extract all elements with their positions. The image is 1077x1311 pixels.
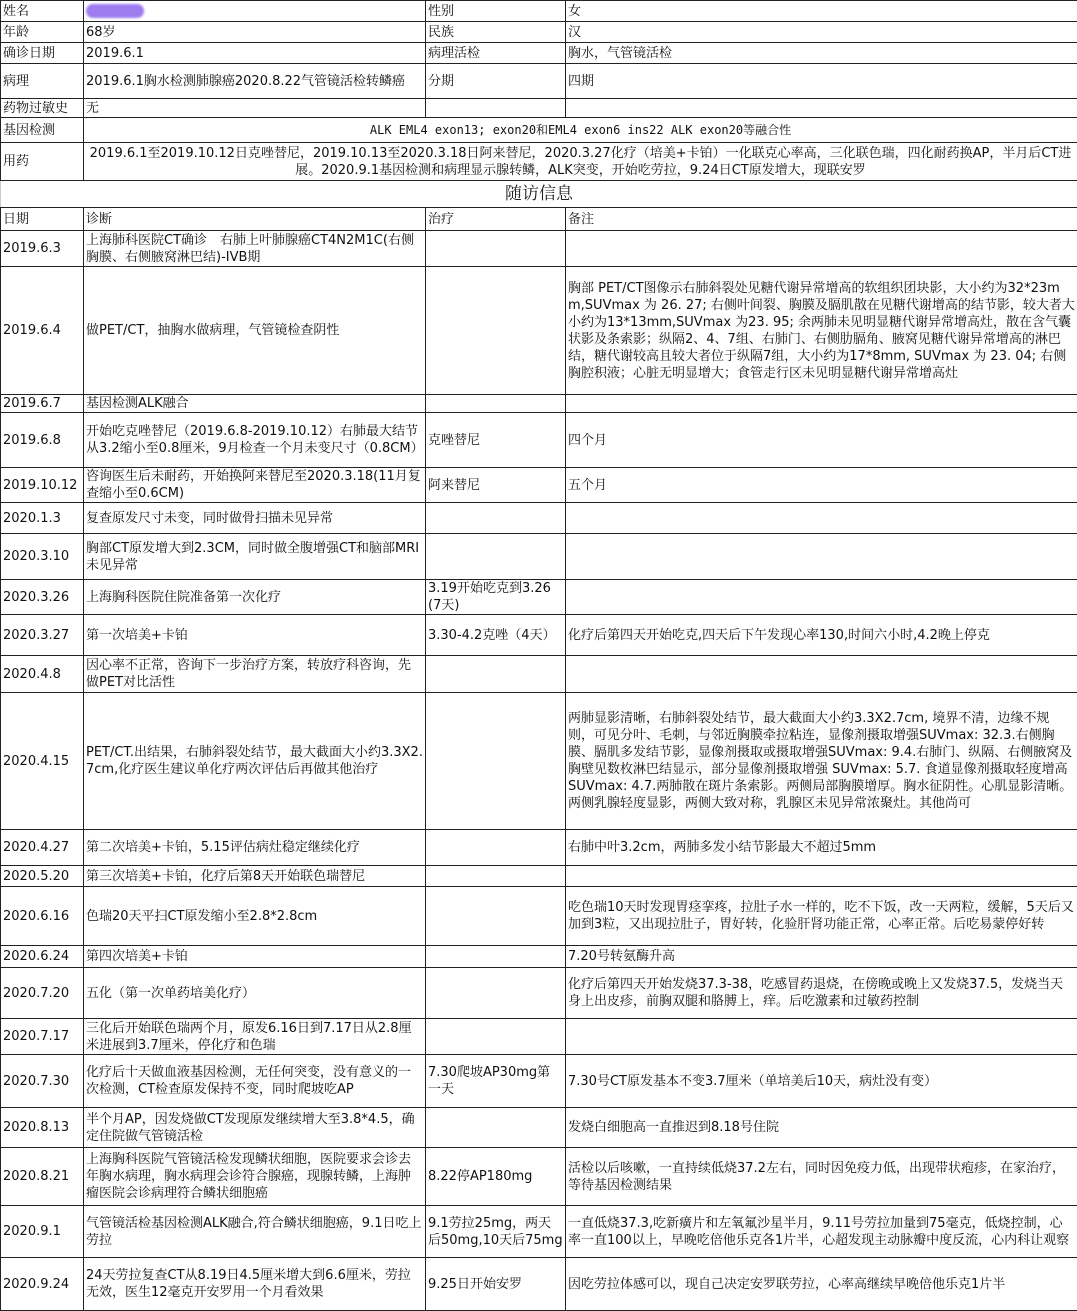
followup-row <box>1 887 1077 946</box>
row-diagnosis: 上海肺科医院CT确诊 右肺上叶肺腺癌CT4N2M1C(右侧胸膜、右侧腋窝淋巴结)-IVB期 <box>84 231 426 267</box>
info-row <box>1 1 1077 22</box>
row-date: 2019.6.8 <box>1 413 84 468</box>
row-date: 2020.5.20 <box>1 866 84 887</box>
info-label: 病理活检 <box>426 43 566 64</box>
row-date: 2019.6.3 <box>1 231 84 267</box>
row-note: 吃色瑞10天时发现胃痉挛疼，拉肚子水一样的，吃不下饭，改一天两粒，缓解，5天后又加到3粒，又出现拉肚子，胃好转，化验肝肾功能正常，心率正常。后吃易蒙停好转 <box>566 887 1077 946</box>
row-date: 2019.6.7 <box>1 395 84 413</box>
info-value: 68岁 <box>84 22 426 43</box>
row-treatment: 3.30-4.2克唑（4天） <box>426 615 566 656</box>
row-note <box>566 866 1077 887</box>
followup-row <box>1 413 1077 468</box>
row-note: 两肺显影清晰，右肺斜裂处结节，最大截面大小约3.3X2.7cm, 境界不清，边缘不规则，可见分叶、毛刺，与邻近胸膜牵拉粘连，显像剂摄取增强SUVmax: 32.3.右侧胸膜、膈肌多发结节影，显像剂摄取或摄取增强SUVmax: 9.4.右肺门、纵隔、右侧腋窝及胸壁见数枚淋巴结显示，部分显像剂摄取增强 SUVmax: 5.7. 食道显像剂摄取轻度增高 SUVmax: 4.7.两肺散在斑片条索影。两侧局部胸膜增厚。胸水征阴性。心肌显影清晰。两侧乳腺轻度显影，两侧大致对称，乳腺区未见异常浓聚灶。其他尚可 <box>566 693 1077 830</box>
followup-row <box>1 615 1077 656</box>
row-treatment <box>426 503 566 534</box>
row-note <box>566 395 1077 413</box>
row-date: 2020.1.3 <box>1 503 84 534</box>
info-label: 民族 <box>426 22 566 43</box>
followup-row <box>1 693 1077 830</box>
info-value: 汉 <box>566 22 1077 43</box>
followup-row <box>1 1258 1077 1311</box>
row-diagnosis: 基因检测ALK融合 <box>84 395 426 413</box>
followup-row <box>1 580 1077 615</box>
row-diagnosis: 上海胸科医院住院准备第一次化疗 <box>84 580 426 615</box>
info-row <box>1 99 1077 118</box>
gene-test-row <box>1 118 1077 143</box>
row-treatment: 8.22停AP180mg <box>426 1148 566 1206</box>
header-date: 日期 <box>1 208 84 231</box>
row-treatment <box>426 866 566 887</box>
info-label: 分期 <box>426 64 566 99</box>
row-diagnosis: 三化后开始联色瑞两个月，原发6.16日到7.17日从2.8厘米进展到3.7厘米，停化疗和色瑞 <box>84 1019 426 1055</box>
row-treatment <box>426 656 566 693</box>
row-diagnosis: 24天劳拉复查CT从8.19日4.5厘米增大到6.6厘米，劳拉无效，医生12毫克开安罗用一个月看效果 <box>84 1258 426 1311</box>
row-note <box>566 656 1077 693</box>
row-treatment <box>426 968 566 1019</box>
row-date: 2020.3.26 <box>1 580 84 615</box>
info-row <box>1 64 1077 99</box>
followup-row <box>1 968 1077 1019</box>
row-note: 五个月 <box>566 468 1077 503</box>
row-note: 右肺中叶3.2cm，两肺多发小结节影最大不超过5mm <box>566 830 1077 866</box>
gene-test-value: ALK EML4 exon13; exon20和EML4 exon6 ins22 ALK exon20等融合性 <box>84 118 1077 143</box>
row-treatment <box>426 231 566 267</box>
row-treatment <box>426 267 566 395</box>
row-note <box>566 231 1077 267</box>
info-value: 四期 <box>566 64 1077 99</box>
row-diagnosis: 化疗后十天做血液基因检测，无任何突变，没有意义的一次检测，CT检查原发保持不变，同时爬坡吃AP <box>84 1055 426 1108</box>
row-note: 一直低烧37.3,吃新癀片和左氧氟沙星半月，9.11号劳拉加量到75毫克，低烧控制，心率一直100以上，早晚吃倍他乐克各1片半，心超发现主动脉瓣中度反流，心内科让观察 <box>566 1206 1077 1258</box>
row-note: 7.20号转氨酶升高 <box>566 946 1077 968</box>
row-treatment: 9.25日开始安罗 <box>426 1258 566 1311</box>
row-diagnosis: 五化（第一次单药培美化疗） <box>84 968 426 1019</box>
medication-row <box>1 143 1077 181</box>
row-diagnosis: 因心率不正常，咨询下一步治疗方案，转放疗科咨询，先做PET对比活性 <box>84 656 426 693</box>
followup-row <box>1 656 1077 693</box>
header-diagnosis: 诊断 <box>84 208 426 231</box>
row-diagnosis: 第四次培美+卡铂 <box>84 946 426 968</box>
medication-label: 用药 <box>1 143 84 181</box>
followup-header-row <box>1 208 1077 231</box>
row-date: 2020.7.30 <box>1 1055 84 1108</box>
info-label: 性别 <box>426 1 566 22</box>
row-date: 2020.8.13 <box>1 1108 84 1148</box>
followup-row <box>1 231 1077 267</box>
row-date: 2020.4.8 <box>1 656 84 693</box>
info-value <box>566 99 1077 118</box>
row-treatment: 3.19开始吃克到3.26(7天) <box>426 580 566 615</box>
row-note <box>566 503 1077 534</box>
info-value: 无 <box>84 99 426 118</box>
row-note <box>566 534 1077 580</box>
row-treatment <box>426 1108 566 1148</box>
row-treatment <box>426 887 566 946</box>
row-date: 2019.10.12 <box>1 468 84 503</box>
followup-title: 随访信息 <box>1 181 1077 208</box>
row-diagnosis: 做PET/CT，抽胸水做病理，气管镜检查阴性 <box>84 267 426 395</box>
row-treatment: 7.30爬坡AP30mg第一天 <box>426 1055 566 1108</box>
row-diagnosis: 复查原发尺寸未变，同时做骨扫描未见异常 <box>84 503 426 534</box>
medication-value: 2019.6.1至2019.10.12日克唑替尼，2019.10.13至2020.3.18日阿来替尼，2020.3.27化疗（培美+卡铂）一化联克心率高，三化联色瑞，四化耐药换AP，半月后CT进展。2020.9.1基因检测和病理显示腺转鳞，ALK突变，开始吃劳拉，9.24日CT原发增大，现联安罗 <box>84 143 1077 181</box>
row-date: 2020.3.10 <box>1 534 84 580</box>
row-note: 四个月 <box>566 413 1077 468</box>
row-treatment <box>426 395 566 413</box>
followup-row <box>1 534 1077 580</box>
row-date: 2020.4.15 <box>1 693 84 830</box>
row-note <box>566 580 1077 615</box>
row-note: 化疗后第四天开始发烧37.3-38，吃感冒药退烧，在傍晚或晚上又发烧37.5，发烧当天身上出皮疹，前胸双腿和胳膊上，痒。后吃激素和过敏药控制 <box>566 968 1077 1019</box>
followup-row <box>1 1019 1077 1055</box>
info-label <box>426 99 566 118</box>
row-diagnosis: 上海胸科医院气管镜活检发现鳞状细胞，医院要求会诊去年胸水病理，胸水病理会诊符合腺癌，现腺转鳞，上海肿瘤医院会诊病理符合鳞状细胞癌 <box>84 1148 426 1206</box>
row-note: 胸部 PET/CT图像示右肺斜裂处见糖代谢异常增高的软组织团块影，大小约为32*23mm,SUVmax 为 26. 27; 右侧叶间裂、胸膜及膈肌散在见糖代谢增高的结节影，较大者大小约为13*13mm,SUVmax 为23. 95; 余两肺未见明显糖代谢异常增高灶，散在含气囊状影及条索影；纵隔2、4、7组、右肺门、右侧肋膈角、腋窝见糖代谢异常增高的淋巴结，糖代谢较高且较大者位于纵隔7组，大小约为17*8mm, SUVmax 为 23. 04; 右侧胸腔积液；心脏无明显增大；食管走行区未见明显糖代谢异常增高灶 <box>566 267 1077 395</box>
followup-row <box>1 1206 1077 1258</box>
info-label: 年龄 <box>1 22 84 43</box>
row-date: 2020.7.20 <box>1 968 84 1019</box>
row-diagnosis: 开始吃克唑替尼（2019.6.8-2019.10.12）右肺最大结节从3.2缩小至0.8厘米，9月检查一个月未变尺寸（0.8CM） <box>84 413 426 468</box>
info-value: 女 <box>566 1 1077 22</box>
row-diagnosis: PET/CT.出结果，右肺斜裂处结节，最大截面大小约3.3X2.7cm,化疗医生建议单化疗两次评估后再做其他治疗 <box>84 693 426 830</box>
row-diagnosis: 第二次培美+卡铂，5.15评估病灶稳定继续化疗 <box>84 830 426 866</box>
followup-rows <box>1 231 1077 1311</box>
row-date: 2020.8.21 <box>1 1148 84 1206</box>
followup-row <box>1 1055 1077 1108</box>
row-note: 化疗后第四天开始吃克,四天后下午发现心率130,时间六小时,4.2晚上停克 <box>566 615 1077 656</box>
row-date: 2020.9.1 <box>1 1206 84 1258</box>
followup-row <box>1 1108 1077 1148</box>
row-diagnosis: 气管镜活检基因检测ALK融合,符合鳞状细胞癌，9.1日吃上劳拉 <box>84 1206 426 1258</box>
followup-row <box>1 468 1077 503</box>
row-treatment <box>426 1019 566 1055</box>
info-row <box>1 22 1077 43</box>
row-treatment: 克唑替尼 <box>426 413 566 468</box>
info-label: 姓名 <box>1 1 84 22</box>
info-value: 2019.6.1胸水检测肺腺癌2020.8.22气管镜活检转鳞癌 <box>84 64 426 99</box>
row-note: 因吃劳拉体感可以，现自己决定安罗联劳拉，心率高继续早晚倍他乐克1片半 <box>566 1258 1077 1311</box>
row-note: 发烧白细胞高一直推迟到8.18号住院 <box>566 1108 1077 1148</box>
row-diagnosis: 胸部CT原发增大到2.3CM，同时做全腹增强CT和脑部MRI未见异常 <box>84 534 426 580</box>
info-value: 胸水，气管镜活检 <box>566 43 1077 64</box>
gene-test-label: 基因检测 <box>1 118 84 143</box>
info-row <box>1 43 1077 64</box>
row-treatment <box>426 693 566 830</box>
followup-title-row <box>1 181 1077 208</box>
header-treatment: 治疗 <box>426 208 566 231</box>
redaction-mark <box>86 4 144 18</box>
followup-row <box>1 395 1077 413</box>
row-note <box>566 1019 1077 1055</box>
row-note: 活检以后咳嗽，一直持续低烧37.2左右，同时因免疫力低，出现带状疱疹，在家治疗，等待基因检测结果 <box>566 1148 1077 1206</box>
row-date: 2020.4.27 <box>1 830 84 866</box>
patient-info-section <box>1 1 1077 118</box>
followup-row <box>1 267 1077 395</box>
header-note: 备注 <box>566 208 1077 231</box>
row-treatment: 阿来替尼 <box>426 468 566 503</box>
row-diagnosis: 咨询医生后未耐药，开始换阿来替尼至2020.3.18(11月复查缩小至0.6CM) <box>84 468 426 503</box>
row-treatment <box>426 946 566 968</box>
info-value: 2019.6.1 <box>84 43 426 64</box>
row-treatment <box>426 534 566 580</box>
row-date: 2020.6.24 <box>1 946 84 968</box>
row-date: 2019.6.4 <box>1 267 84 395</box>
row-date: 2020.6.16 <box>1 887 84 946</box>
row-treatment: 9.1劳拉25mg，两天后50mg,10天后75mg <box>426 1206 566 1258</box>
followup-row <box>1 503 1077 534</box>
row-date: 2020.9.24 <box>1 1258 84 1311</box>
row-diagnosis: 色瑞20天平扫CT原发缩小至2.8*2.8cm <box>84 887 426 946</box>
row-note: 7.30号CT原发基本不变3.7厘米（单培美后10天，病灶没有变） <box>566 1055 1077 1108</box>
row-date: 2020.7.17 <box>1 1019 84 1055</box>
info-value <box>84 1 426 22</box>
followup-row <box>1 830 1077 866</box>
followup-row <box>1 866 1077 887</box>
followup-row <box>1 946 1077 968</box>
followup-row <box>1 1148 1077 1206</box>
row-date: 2020.3.27 <box>1 615 84 656</box>
info-label: 病理 <box>1 64 84 99</box>
info-label: 药物过敏史 <box>1 99 84 118</box>
row-diagnosis: 半个月AP，因发烧做CT发现原发继续增大至3.8*4.5，确定住院做气管镜活检 <box>84 1108 426 1148</box>
info-label: 确诊日期 <box>1 43 84 64</box>
row-diagnosis: 第一次培美+卡铂 <box>84 615 426 656</box>
row-diagnosis: 第三次培美+卡铂，化疗后第8天开始联色瑞替尼 <box>84 866 426 887</box>
row-treatment <box>426 830 566 866</box>
